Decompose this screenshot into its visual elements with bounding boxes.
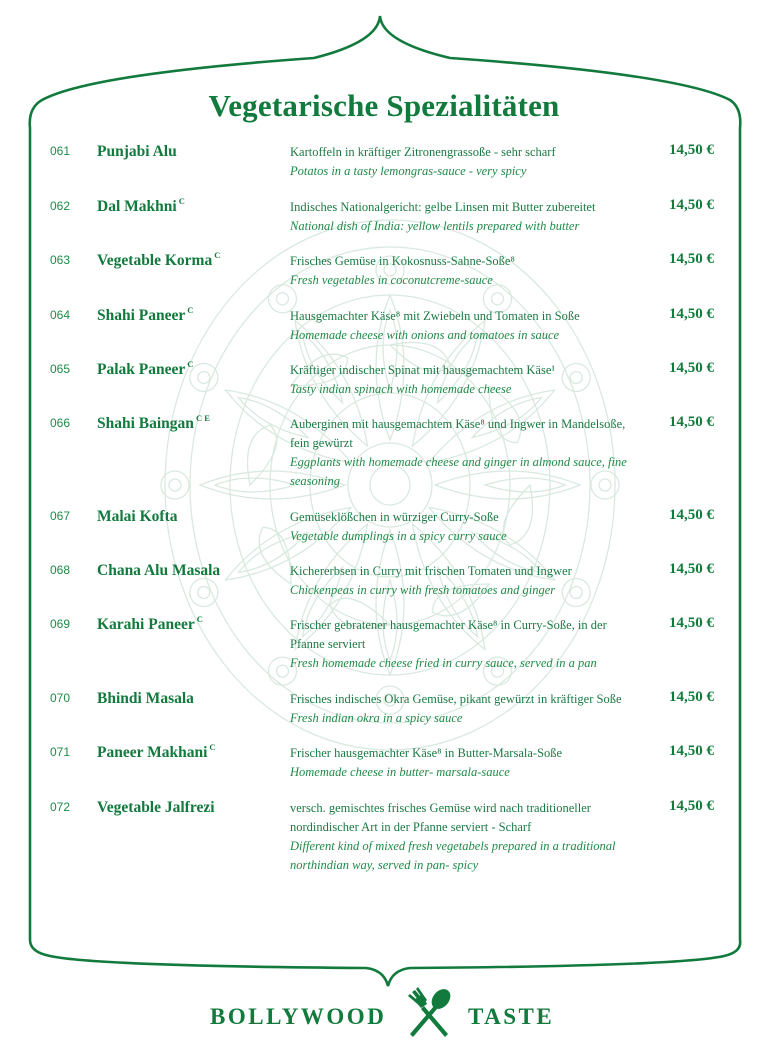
description-english: Fresh indian okra in a spicy sauce <box>290 711 463 725</box>
description-german: Gemüseklößchen in würziger Curry-Soße <box>290 510 499 524</box>
description-german: Indisches Nationalgericht: gelbe Linsen mit Butter zubereitet <box>290 200 596 214</box>
description-german: Hausgemachter Käse⁸ mit Zwiebeln und Tomaten in Soße <box>290 309 580 323</box>
allergen-codes: C <box>187 305 194 315</box>
item-name-text: Shahi Baingan <box>97 415 194 433</box>
item-price: 14,50 € <box>669 142 714 158</box>
item-price: 14,50 € <box>669 414 714 430</box>
allergen-codes: C <box>209 742 216 752</box>
item-name <box>97 251 220 270</box>
description-english: Vegetable dumplings in a spicy curry sauce <box>290 529 507 543</box>
description-english: Tasty indian spinach with homemade cheese <box>290 382 512 396</box>
item-name-text: Punjabi Alu <box>97 143 177 161</box>
description-english: Fresh homemade cheese fried in curry sauce, served in a pan <box>290 656 597 670</box>
item-number: 061 <box>50 144 71 158</box>
allergen-codes: C <box>214 250 221 260</box>
item-description <box>290 307 638 345</box>
item-name <box>97 743 216 762</box>
description-english: National dish of India: yellow lentils prepared with butter <box>290 219 580 233</box>
item-name <box>97 615 203 634</box>
item-name-text: Bhindi Masala <box>97 690 194 708</box>
item-description <box>290 508 638 546</box>
description-german: Kräftiger indischer Spinat mit hausgemachtem Käse¹ <box>290 363 556 377</box>
item-name <box>97 561 222 580</box>
item-name <box>97 142 179 161</box>
item-description <box>290 744 638 782</box>
item-name-text: Chana Alu Masala <box>97 562 221 580</box>
item-price: 14,50 € <box>669 306 714 322</box>
item-name-text: Karahi Paneer <box>97 616 195 634</box>
item-description <box>290 616 638 673</box>
description-english: Homemade cheese in butter- marsala-sauce <box>290 765 510 779</box>
item-description <box>290 415 638 491</box>
item-description <box>290 361 638 399</box>
description-english: Different kind of mixed fresh vegetabels prepared in a traditional northindian way, served in pan- spicy <box>290 839 616 872</box>
item-number: 066 <box>50 416 71 430</box>
description-english: Eggplants with homemade cheese and ginger in almond sauce, fine seasoning <box>290 455 627 488</box>
item-number: 064 <box>50 308 71 322</box>
allergen-codes: C E <box>195 413 210 423</box>
description-german: Auberginen mit hausgemachtem Käse⁸ und Ingwer in Mandelsoße, fein gewürzt <box>290 417 626 450</box>
item-description <box>290 143 638 181</box>
brand-name-left: BOLLYWOOD <box>210 1004 387 1029</box>
item-name-text: Malai Kofta <box>97 508 178 526</box>
brand-name-right: TASTE <box>468 1004 555 1029</box>
item-number: 063 <box>50 253 71 267</box>
item-description <box>290 799 638 875</box>
description-german: Frischer hausgemachter Käse⁸ in Butter-Marsala-Soße <box>290 746 563 760</box>
allergen-codes: C <box>196 614 203 624</box>
fork-and-spoon-icon <box>400 986 458 1038</box>
item-number: 068 <box>50 563 71 577</box>
item-name <box>97 414 210 433</box>
item-name <box>97 306 193 325</box>
description-english: Fresh vegetables in coconutcreme-sauce <box>290 273 493 287</box>
item-price: 14,50 € <box>669 197 714 213</box>
item-price: 14,50 € <box>669 507 714 523</box>
allergen-codes: C <box>178 196 185 206</box>
item-number: 071 <box>50 745 71 759</box>
item-description <box>290 690 638 728</box>
item-name <box>97 197 185 216</box>
description-english: Homemade cheese with onions and tomatoes in sauce <box>290 328 560 342</box>
item-name-text: Paneer Makhani <box>97 744 208 762</box>
item-name-text: Palak Paneer <box>97 361 186 379</box>
description-english: Chickenpeas in curry with fresh tomatoes and ginger <box>290 583 556 597</box>
item-name <box>97 689 196 708</box>
item-name-text: Vegetable Korma <box>97 252 213 270</box>
page-title: Vegetarische Spezialitäten <box>208 88 560 123</box>
item-number: 067 <box>50 509 71 523</box>
item-number: 065 <box>50 362 71 376</box>
item-name-text: Shahi Paneer <box>97 307 186 325</box>
item-price: 14,50 € <box>669 251 714 267</box>
description-german: Frischer gebratener hausgemachter Käse⁸ in Curry-Soße, in der Pfanne serviert <box>290 618 607 651</box>
item-number: 069 <box>50 617 71 631</box>
brand-footer <box>0 1000 768 1040</box>
item-description <box>290 562 638 600</box>
item-number: 062 <box>50 199 71 213</box>
item-name-text: Dal Makhni <box>97 198 177 216</box>
description-german: Kichererbsen in Curry mit frischen Tomaten und Ingwer <box>290 564 572 578</box>
item-number: 070 <box>50 691 71 705</box>
description-german: Frisches indisches Okra Gemüse, pikant gewürzt in kräftiger Soße <box>290 692 622 706</box>
item-price: 14,50 € <box>669 615 714 631</box>
item-name <box>97 798 217 817</box>
item-number: 072 <box>50 800 71 814</box>
item-description <box>290 252 638 290</box>
item-name-text: Vegetable Jalfrezi <box>97 799 215 817</box>
item-description <box>290 198 638 236</box>
description-german: Frisches Gemüse in Kokosnuss-Sahne-Soße⁸ <box>290 254 515 268</box>
item-name <box>97 360 193 379</box>
description-english: Potatos in a tasty lemongras-sauce - very spicy <box>290 164 527 178</box>
item-price: 14,50 € <box>669 743 714 759</box>
item-price: 14,50 € <box>669 561 714 577</box>
item-price: 14,50 € <box>669 798 714 814</box>
description-german: versch. gemischtes frisches Gemüse wird nach traditioneller nordindischer Art in der Pfanne serviert - Scharf <box>290 801 591 834</box>
item-name <box>97 507 180 526</box>
item-price: 14,50 € <box>669 360 714 376</box>
item-price: 14,50 € <box>669 689 714 705</box>
description-german: Kartoffeln in kräftiger Zitronengrassoße - sehr scharf <box>290 145 556 159</box>
allergen-codes: C <box>187 359 194 369</box>
